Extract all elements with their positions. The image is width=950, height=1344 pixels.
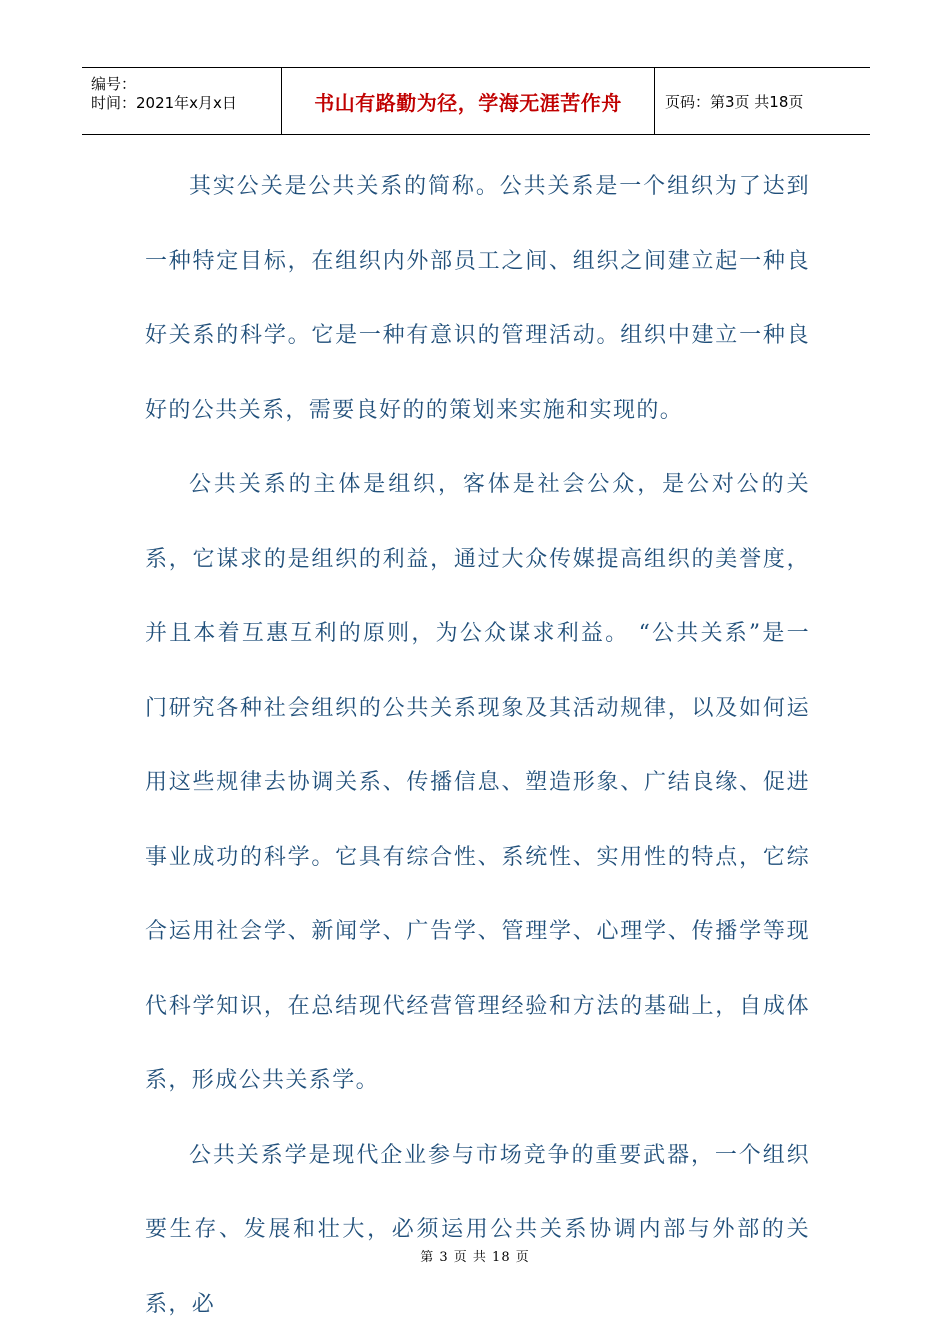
header-info-cell [82, 68, 282, 134]
body-paragraph: 公共关系学是现代企业参与市场竞争的重要武器，一个组织要生存、发展和壮大，必须运用公共关系协调内部与外部的关系，必 [145, 1142, 810, 1317]
header-page-cell [655, 68, 870, 134]
header-motto-cell [282, 68, 655, 134]
body-paragraph: 其实公关是公共关系的简称。公共关系是一个组织为了达到一种特定目标，在组织内外部员工之间、组织之间建立起一种良好关系的科学。它是一种有意识的管理活动。组织中建立一种良好的公共关系，需要良好的的策划来实施和实现的。 [145, 174, 810, 423]
header-page-number: 页码：第3页 共18页 [665, 92, 804, 111]
document-time-label: 时间：2021年x月x日 [91, 94, 237, 112]
document-number-label: 编号： [91, 75, 137, 93]
header-motto: 书山有路勤为径，学海无涯苦作舟 [314, 90, 622, 115]
body-paragraph: 公共关系的主体是组织，客体是社会公众，是公对公的关系，它谋求的是组织的利益，通过大众传媒提高组织的美誉度，并且本着互惠互利的原则，为公众谋求利益。 “公共关系”是一门研究各种社会组织的公共关系现象及其活动规律，以及如何运用这些规律去协调关系、传播信息、塑造形象、广结良缘、促进事业成功的科学。它具有综合性、系统性、实用性的特点，它综合运用社会学、新闻学、广告学、管理学、心理学、传播学等现代科学知识，在总结现代经营管理经验和方法的基础上，自成体系，形成公共关系学。 [145, 472, 810, 1093]
page-footer: 第 3 页 共 18 页 [420, 1250, 530, 1265]
page-header [82, 67, 870, 135]
document-body [145, 150, 810, 1342]
